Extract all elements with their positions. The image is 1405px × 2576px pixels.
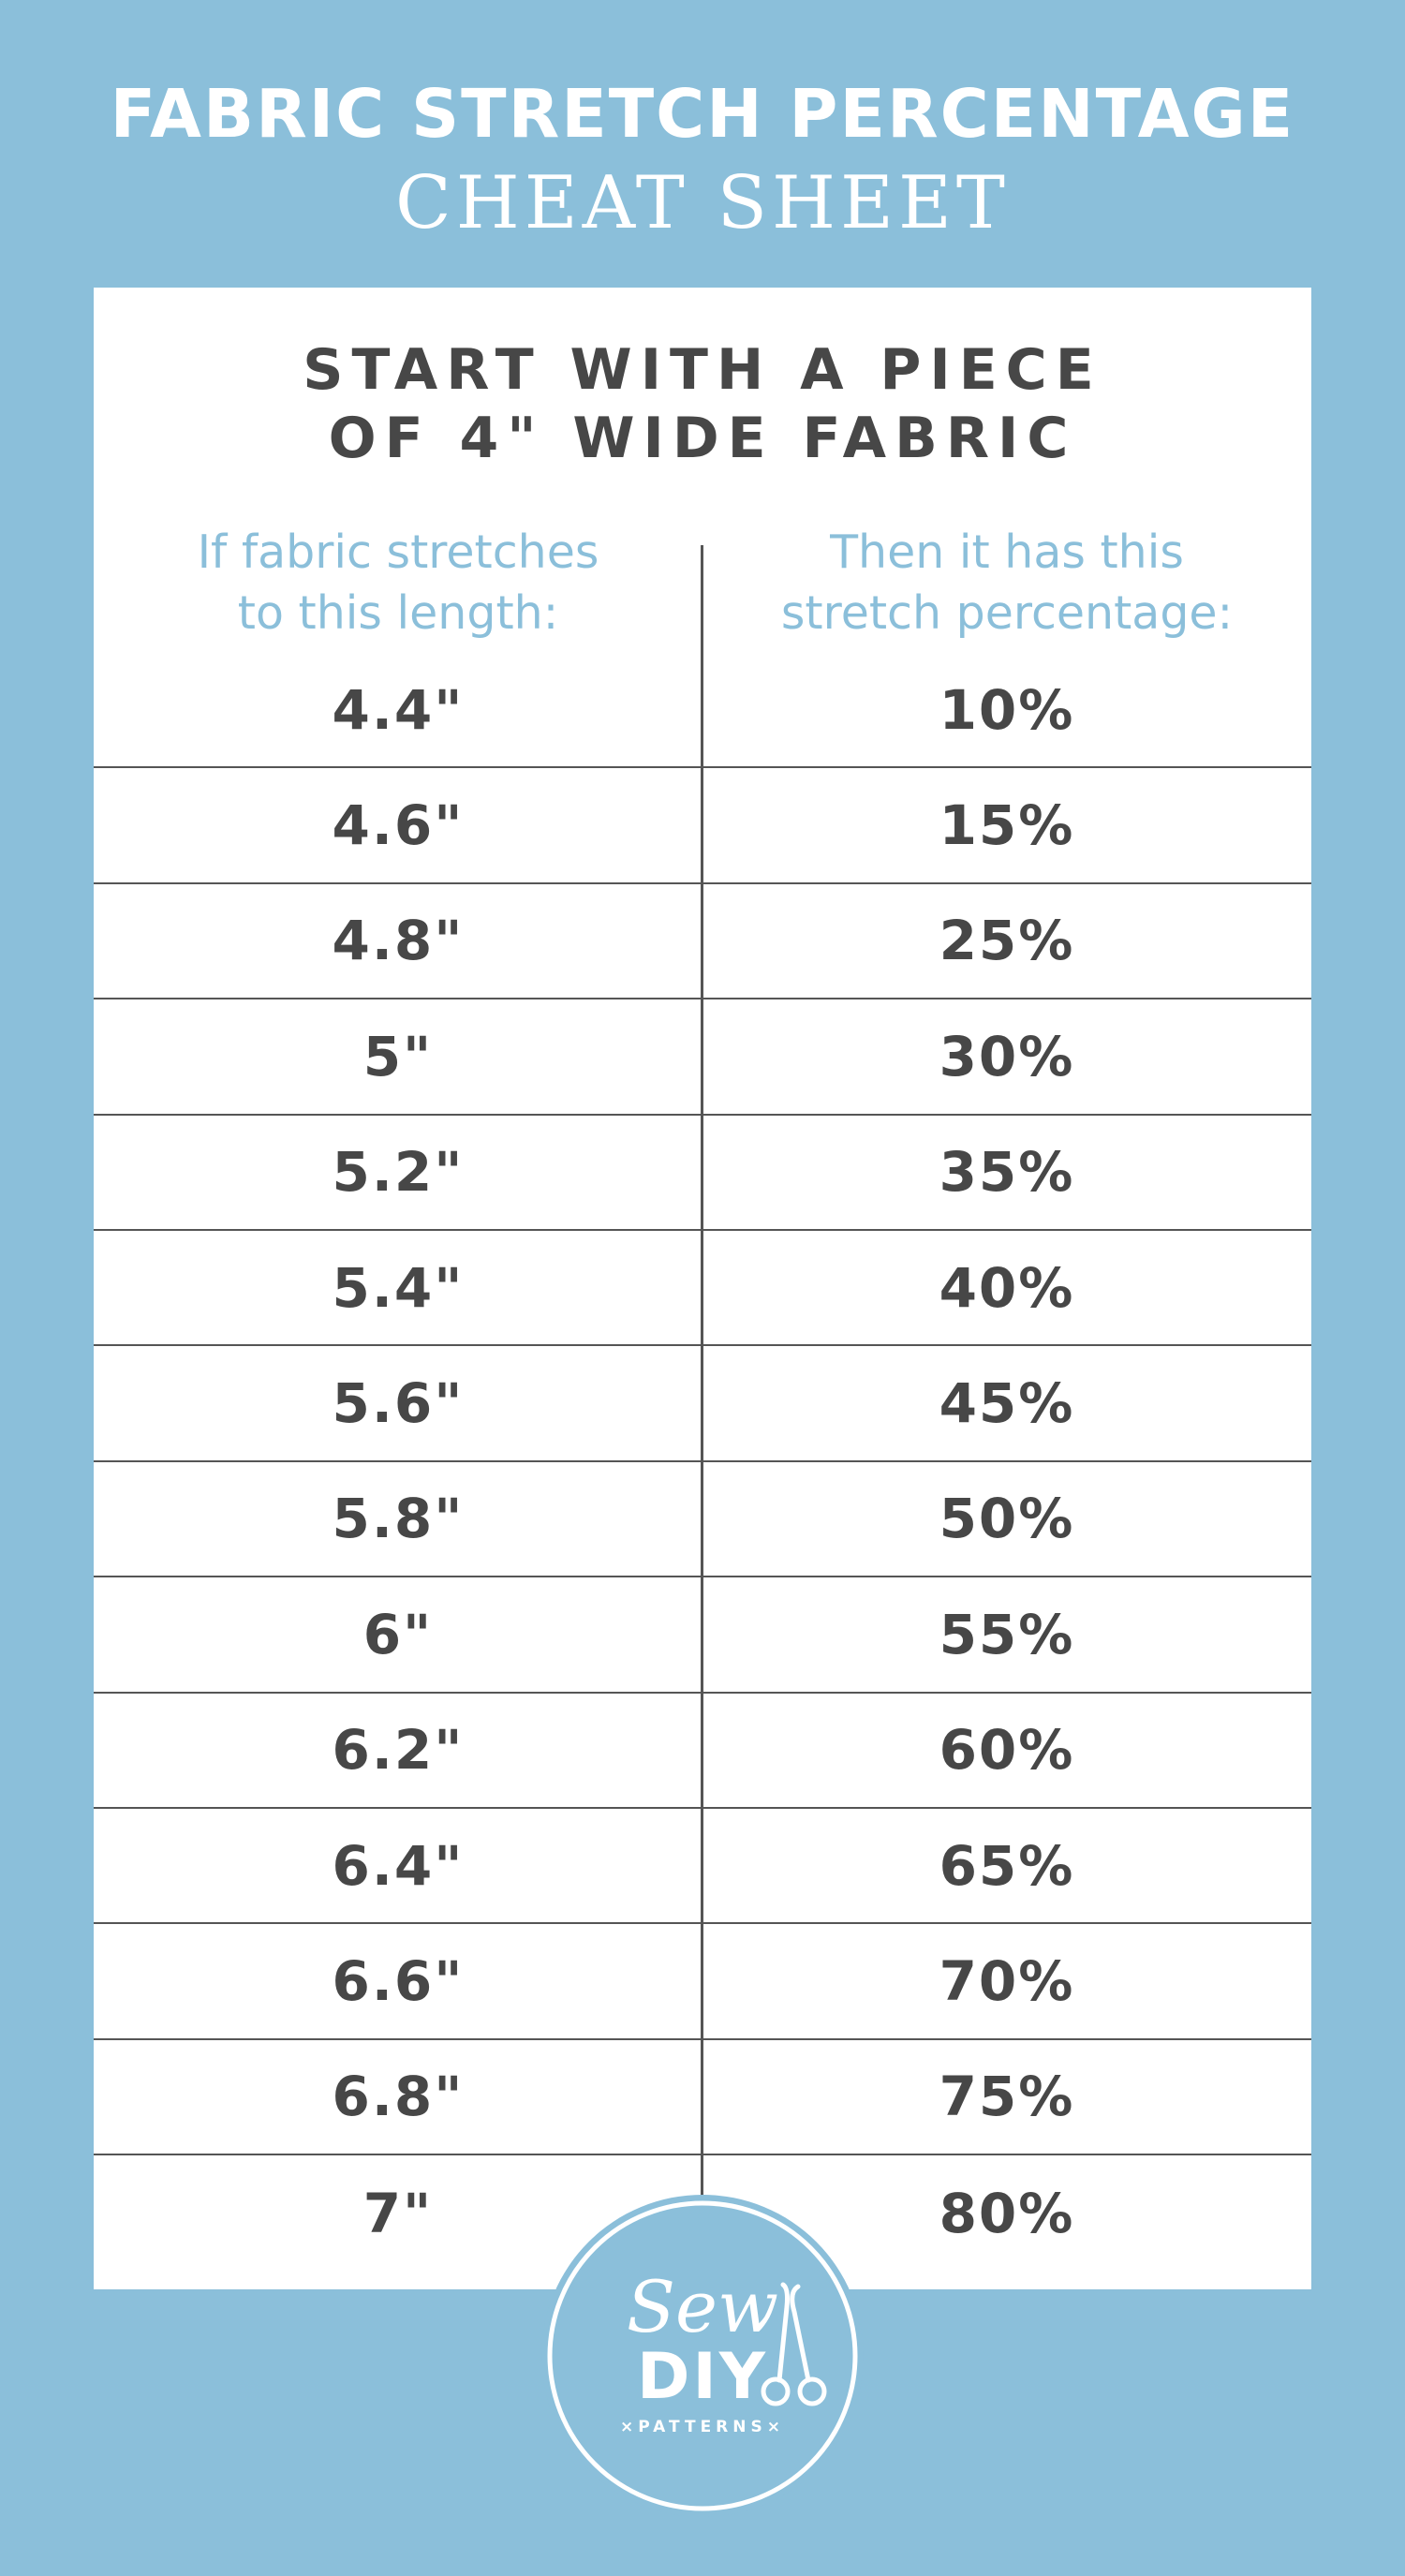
length-cell: 6.4" xyxy=(332,1833,465,1898)
card-heading-line1: START WITH A PIECE xyxy=(303,337,1102,403)
length-cell: 5.6" xyxy=(332,1371,465,1436)
table-row xyxy=(94,1809,1311,1924)
table-row xyxy=(94,1694,1311,1809)
percent-cell: 65% xyxy=(939,1833,1075,1898)
length-cell: 4.8" xyxy=(332,909,465,973)
percent-cell: 35% xyxy=(939,1140,1075,1205)
logo-patterns-text: ×PATTERNS× xyxy=(620,2418,785,2436)
column-header-length-line2: to this length: xyxy=(237,586,559,640)
percent-cell: 40% xyxy=(939,1255,1075,1320)
percent-cell: 50% xyxy=(939,1487,1075,1551)
table-row xyxy=(94,999,1311,1115)
percent-cell: 45% xyxy=(939,1371,1075,1436)
table-row xyxy=(94,1462,1311,1577)
percent-cell: 60% xyxy=(939,1718,1075,1783)
percent-cell: 75% xyxy=(939,2065,1075,2129)
card-heading-line2: OF 4" WIDE FABRIC xyxy=(328,406,1077,471)
table-row xyxy=(94,1231,1311,1346)
length-cell: 6.8" xyxy=(332,2065,465,2129)
length-cell: 7" xyxy=(362,2181,434,2245)
length-cell: 6.2" xyxy=(332,1718,465,1783)
length-cell: 5" xyxy=(362,1024,434,1088)
length-cell: 6.6" xyxy=(332,1948,465,2013)
percent-cell: 30% xyxy=(939,1024,1075,1088)
column-header-length-line1: If fabric stretches xyxy=(197,526,599,579)
percent-cell: 15% xyxy=(939,793,1075,858)
brand-logo xyxy=(541,2195,864,2517)
length-cell: 4.4" xyxy=(332,677,465,742)
column-header-percent-line1: Then it has this xyxy=(830,526,1184,579)
column-header-percent-line2: stretch percentage: xyxy=(780,586,1234,640)
percent-cell: 25% xyxy=(939,909,1075,973)
card-heading xyxy=(94,336,1311,473)
length-cell: 5.4" xyxy=(332,1255,465,1320)
table-row xyxy=(94,2040,1311,2155)
table-row xyxy=(94,653,1311,768)
percent-cell: 10% xyxy=(939,677,1075,742)
column-header-length xyxy=(94,522,702,644)
table-row xyxy=(94,1924,1311,2039)
table-row xyxy=(94,1346,1311,1461)
logo-diy-text: DIY xyxy=(637,2340,768,2414)
table-body xyxy=(94,653,1311,2271)
length-cell: 6" xyxy=(362,1602,434,1666)
table-row xyxy=(94,884,1311,999)
table-row xyxy=(94,768,1311,883)
logo-sew-text: Sew xyxy=(626,2265,779,2348)
column-header-percent xyxy=(702,522,1311,644)
percent-cell: 55% xyxy=(939,1602,1075,1666)
page-title: FABRIC STRETCH PERCENTAGE xyxy=(110,75,1295,153)
percent-cell: 80% xyxy=(939,2181,1075,2245)
percent-cell: 70% xyxy=(939,1948,1075,2013)
table-row xyxy=(94,1577,1311,1693)
length-cell: 4.6" xyxy=(332,793,465,858)
table-row xyxy=(94,1116,1311,1231)
length-cell: 5.2" xyxy=(332,1140,465,1205)
stretch-table-card xyxy=(94,288,1311,2289)
length-cell: 5.8" xyxy=(332,1487,465,1551)
page-subtitle: CHEAT SHEET xyxy=(395,161,1010,245)
